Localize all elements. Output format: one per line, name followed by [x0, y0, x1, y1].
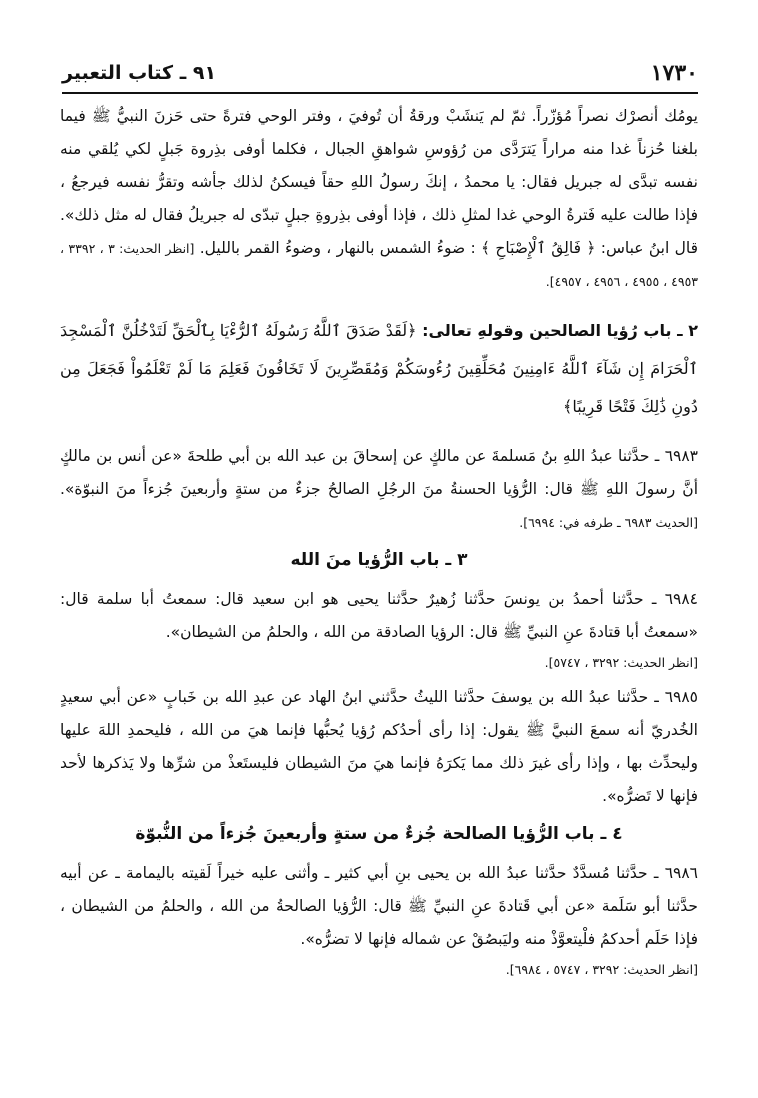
page-number: ١٧٣٠	[650, 60, 698, 86]
running-title: ٩١ ـ كتاب التعبير	[62, 62, 217, 84]
paragraph-text: يومُك أنصرْك نصراً مُؤزّراً. ثمّ لم يَنشَبْ ورقةُ أن تُوفيَ ، وفتر الوحي فترةً حتى حَزنَ النبيُّ ﷺ فيما بلغنا حُزناً غدا منه مراراً يَترَدَّى من رُؤوسِ شواهقِ الجبال ، فكلما أوفى بذِروة جَبلٍ لكي يُلقي منه نفسه تبدَّى له جبريل فقال: يا محمدُ ، إنكَ رسولُ اللهِ حقاً فيسكنُ لذلك جأشه وتقرُّ نفسه فيرجعُ ، فإذا طالت عليه فَترةُ الوحي غدا لمثلِ ذلك ، فإذا أوفى بذِروةِ جبلٍ تبدّى له جبريلُ فقال له مثل ذلك». قال ابنُ عباس: ﴿ فَالِقُ ٱلْإِصْبَاحِ ﴾ : ضوءُ الشمس بالنهار ، وضوءُ القمر بالليل.	[60, 107, 699, 257]
hadith-continuation	[60, 100, 698, 298]
page-body	[60, 100, 698, 988]
chapter-3-heading: ٣ ـ باب الرُّؤيا منَ الله	[290, 550, 468, 570]
cross-reference: [انظر الحديث: ٣ ، ٣٣٩٢ ، ٤٩٥٣ ، ٤٩٥٥ ، ٤٩٥٦ ، ٤٩٥٧].	[60, 241, 698, 289]
hadith-6983	[60, 440, 698, 539]
chapter-2-heading	[60, 312, 698, 426]
hadith-6984: ٦٩٨٤ ـ حدَّثنا أحمدُ بن يونسَ حدَّثنا زُهيرٌ حدَّثنا يحيى هو ابن سعيد قال: سمعتُ أبا سلمة قال: «سمعتُ أبا قتادةَ عنِ النبيِّ ﷺ قال: الرؤيا الصادقة من الله ، والحلمُ من الشيطان».	[60, 590, 698, 641]
chapter-4-heading: ٤ ـ باب الرُّؤيا الصالحة جُزءٌ من ستةٍ وأربعينَ جُزءاً من النُّبوّة	[135, 824, 623, 844]
cross-reference: [انظر الحديث: ٣٢٩٢ ، ٥٧٤٧].	[544, 655, 698, 670]
hadith-text: ٦٩٨٣ ـ حدَّثنا عبدُ اللهِ بنُ مَسلمةَ عن مالكٍ عن إسحاقَ بن عبد الله بن أبي طلحةَ «عن أنس بن مالكٍ أنَّ رسولَ اللهِ ﷺ قال: الرُّؤيا الحسنةُ منَ الرجُلِ الصالحُ جزءٌ من ستةٍ وأربعينَ جُزءاً منَ النبوّة».	[60, 447, 698, 498]
cross-reference: [انظر الحديث: ٣٢٩٢ ، ٥٧٤٧ ، ٦٩٨٤].	[505, 962, 698, 977]
hadith-6986: ٦٩٨٦ ـ حدَّثنا مُسدَّدٌ حدَّثنا عبدُ الله بن يحيى بنِ أبي كثير ـ وأثنى عليه خيراً لَقيته باليمامة ـ عن أبيه حدَّثنا أبو سَلَمة «عن أبي قَتادةَ عنِ النبيِّ ﷺ قال: الرُّؤيا الصالحةُ من الله ، والحلمُ من الشيطان ، فإذا حَلَم أحدكمُ فلْيتعوَّذْ منه وليَبصُقْ عن شماله فإنها لا تضرُّه».	[60, 864, 698, 948]
page-header	[62, 58, 698, 94]
cross-reference: [الحديث ٦٩٨٣ ـ طرفه في: ٦٩٩٤].	[519, 515, 698, 530]
chapter-2-title: ٢ ـ باب رُؤيا الصالحين وقولهِ تعالى:	[422, 321, 698, 340]
quran-verse: ﴿لَقَدْ صَدَقَ ٱللَّهُ رَسُولَهُ ٱلرُّءْيَا بِٱلْحَقِّ لَتَدْخُلُنَّ ٱلْمَسْجِدَ ٱلْحَرَامَ إِن شَآءَ ٱللَّهُ ءَامِنِينَ مُحَلِّقِينَ رُءُوسَكُمْ وَمُقَصِّرِينَ لَا تَخَافُونَ فَعَلِمَ مَا لَمْ تَعْلَمُواْ فَجَعَلَ مِن دُونِ ذَٰلِكَ فَتْحًا قَرِيبًا﴾	[60, 321, 698, 416]
hadith-6985: ٦٩٨٥ ـ حدَّثنا عبدُ الله بن يوسفَ حدَّثنا الليثُ حدَّثني ابنُ الهاد عن عبدِ الله بن خَبابٍ «عن أبي سعيدٍ الخُدريّ أنه سمعَ النبيَّ ﷺ يقول: إذا رأى أحدُكم رُؤيا يُحبُّها فإنما هيَ من الله ، فليحمدِ اللهَ عليها وليحدِّث بها ، وإذا رأى غيرَ ذلك مما يَكرَهُ فإنما هيَ منَ الشيطان فليستَعذْ من شرِّها ولا يَذكرها لأحد فإنها لا تَضرُّه».	[60, 688, 698, 805]
